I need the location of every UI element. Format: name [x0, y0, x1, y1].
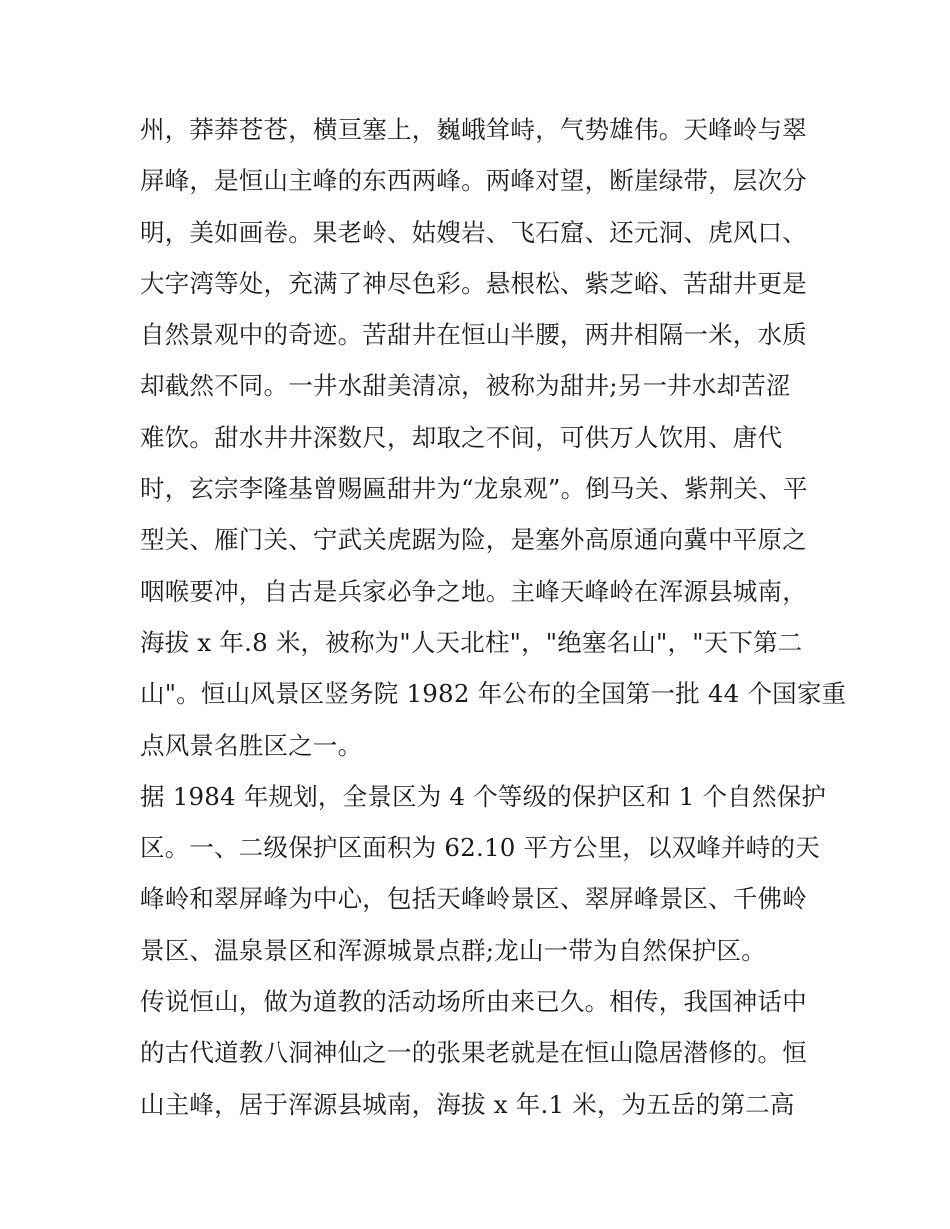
text-line: 海拔 x 年.8 米，被称为"人天北柱"，"绝塞名山"，"天下第二	[140, 627, 803, 657]
text-line: 屏峰，是恒山主峰的东西两峰。两峰对望，断崖绿带，层次分	[140, 166, 807, 196]
text-line: 的古代道教八洞神仙之一的张果老就是在恒山隐居潜修的。恒	[140, 1038, 807, 1068]
text-line: 时，玄宗李隆基曾赐匾甜井为“龙泉观”。倒马关、紫荆关、平	[140, 474, 808, 504]
text-line: 山主峰，居于浑源县城南，海拔 x 年.1 米，为五岳的第二高	[140, 1089, 795, 1119]
text-line: 点风景名胜区之一。	[140, 730, 363, 760]
text-line: 传说恒山，做为道教的活动场所由来已久。相传，我国神话中	[140, 987, 807, 1017]
body-text	[140, 104, 847, 1130]
text-line: 型关、雁门关、宁武关虎踞为险，是塞外高原通向冀中平原之	[140, 525, 807, 555]
text-line: 峰岭和翠屏峰为中心，包括天峰岭景区、翠屏峰景区、千佛岭	[140, 884, 807, 914]
text-line: 自然景观中的奇迹。苦甜井在恒山半腰，两井相隔一米，水质	[140, 320, 807, 350]
text-line: 咽喉要冲，自古是兵家必争之地。主峰天峰岭在浑源县城南，	[140, 576, 807, 606]
text-line: 却截然不同。一井水甜美清凉，被称为甜井;另一井水却苦涩	[140, 371, 791, 401]
text-line: 山"。恒山风景区竖务院 1982 年公布的全国第一批 44 个国家重	[140, 679, 847, 709]
text-line: 景区、温泉景区和浑源城景点群;龙山一带为自然保护区。	[140, 935, 766, 965]
text-line: 区。一、二级保护区面积为 62.10 平方公里，以双峰并峙的天	[140, 833, 820, 863]
text-line: 难饮。甜水井井深数尺，却取之不间，可供万人饮用、唐代	[140, 422, 783, 452]
text-line: 大字湾等处，充满了神尽色彩。悬根松、紫芝峪、苦甜井更是	[140, 268, 807, 298]
text-line: 州，莽莽苍苍，横亘塞上，巍峨耸峙，气势雄伟。天峰岭与翠	[140, 115, 807, 144]
text-line: 据 1984 年规划，全景区为 4 个等级的保护区和 1 个自然保护	[140, 781, 827, 811]
text-line: 明，美如画卷。果老岭、姑嫂岩、飞石窟、还元洞、虎风口、	[140, 217, 807, 247]
